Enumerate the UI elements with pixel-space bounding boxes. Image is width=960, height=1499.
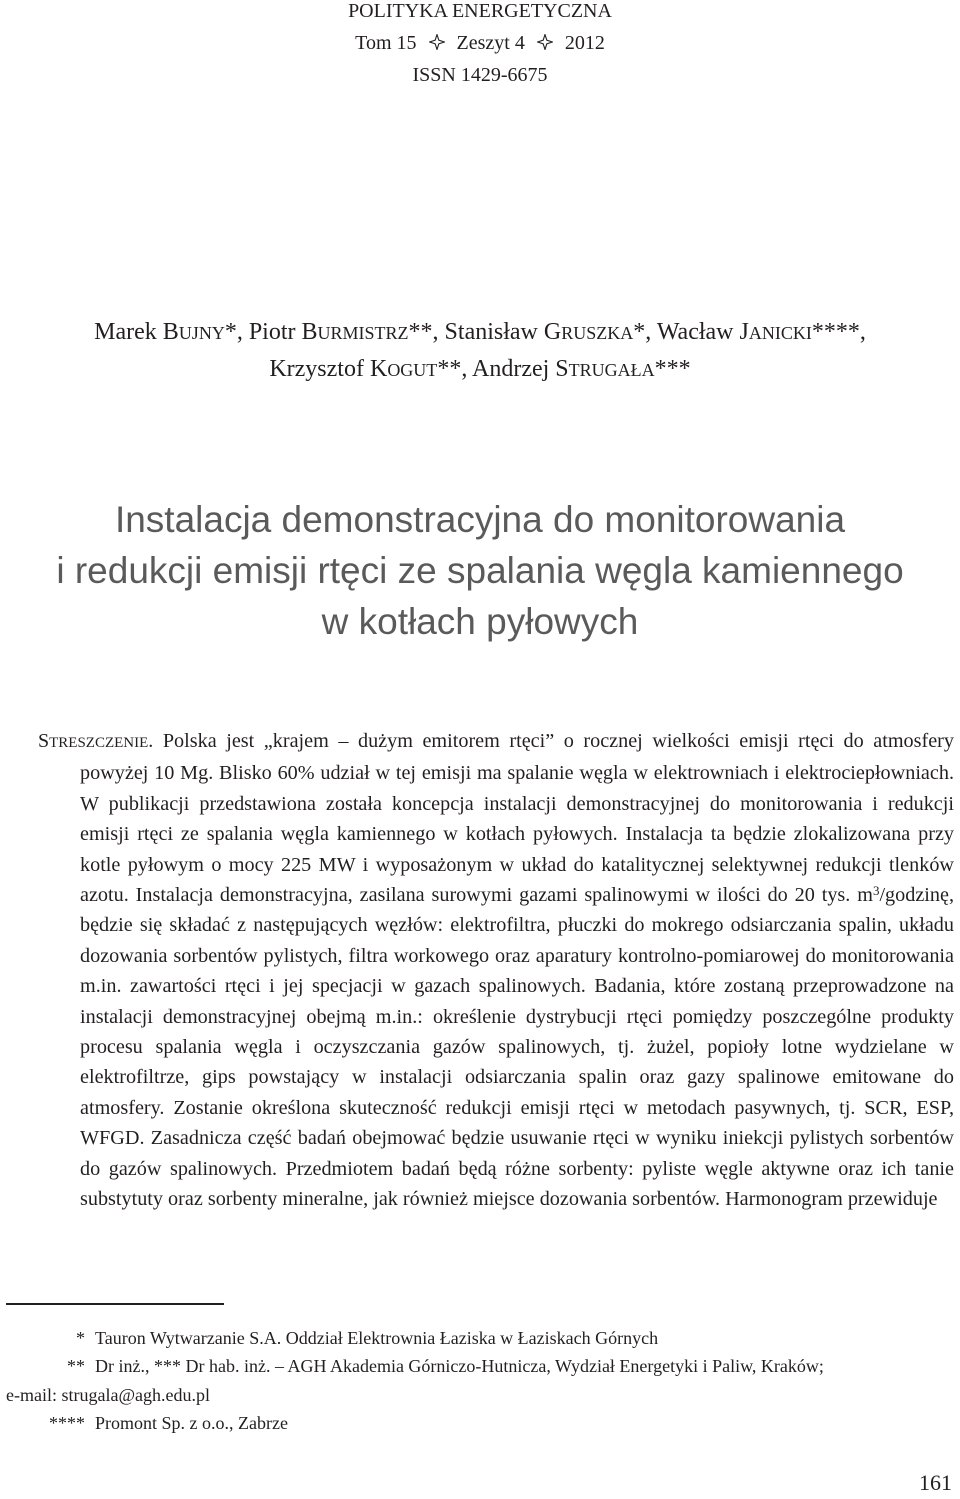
author-name: Stanisław GRUSZKA*, — [444, 319, 657, 345]
footnote-text: Promont Sp. z o.o., Zabrze — [95, 1412, 288, 1433]
title-line-2: i redukcji emisji rtęci ze spalania węgla kamiennego — [56, 550, 904, 591]
author-name: Piotr BURMISTRZ**, — [248, 319, 445, 345]
superscript-three: 3 — [872, 883, 880, 899]
footnote-separator — [6, 1303, 224, 1305]
author-name: Krzysztof KOGUT**, — [269, 356, 472, 382]
title-line-3: w kotłach pyłowych — [321, 601, 639, 642]
abstract-text-cont: /godzinę, będzie się składać z następujących węzłów: elektrofiltra, płuczki do mokrego odsiarczania spalin, układu dozowania sorbentów pylistych, filtra workowego oraz aparatury kontrolno-pomiarowej do monitorowania m.in. zawartości rtęci i jej specjacji w gazach spalinowych. Badania, które zostaną przeprowadzone na instalacji demonstracyjnej obejmą m.in.: określenie dystrybucji rtęci pomiędzy poszczególne produkty procesu spalania węgla i oczyszczania gazów spalinowych, tj. żużel, popioły lotne wydzielane w elektrofiltrze, gips powstający w instalacji odsiarczania spalin oraz gazy spalinowe emitowane do atmosfery. Zostanie określona skuteczność redukcji emisji rtęci w metodach pasywnych, tj. SCR, ESP, WFGD. Zasadnicza część badań obejmować będzie usuwanie rtęci w wyniku iniekcji pylistych sorbentów do gazów spalinowych. Przedmiotem badań będą różne sorbenty: pyliste węgle aktywne oraz ich tanie substytuty oraz sorbenty mineralne, jak również miejsce dozowania sorbentów. Harmonogram przewiduje — [80, 884, 954, 1211]
journal-year: 2012 — [564, 32, 605, 54]
footnote — [6, 1324, 956, 1352]
footnotes — [6, 1324, 956, 1437]
footnote — [6, 1352, 956, 1380]
article-title — [0, 494, 960, 647]
footnote-mark: ** — [67, 1356, 85, 1377]
authors-block — [0, 314, 960, 388]
footnote-email[interactable]: e-mail: strugala@agh.edu.pl — [6, 1384, 211, 1405]
abstract — [38, 726, 954, 1215]
title-line-1: Instalacja demonstracyjna do monitorowania — [114, 499, 846, 540]
author-name: Wacław JANICKI****, — [656, 319, 866, 345]
journal-issue-line — [0, 26, 960, 60]
authors-line-1 — [0, 314, 960, 351]
journal-issn: ISSN 1429-6675 — [412, 64, 548, 86]
four-point-star-icon — [537, 34, 553, 50]
journal-issue: Zeszyt 4 — [456, 32, 525, 54]
abstract-paragraph — [38, 726, 954, 1215]
footnote — [6, 1409, 956, 1437]
author-name: Andrzej STRUGAŁA*** — [472, 356, 691, 382]
footnote-text: Tauron Wytwarzanie S.A. Oddział Elektrownia Łaziska w Łaziskach Górnych — [95, 1328, 659, 1348]
footnote-text: Dr inż., *** Dr hab. inż. – AGH Akademia Górniczo-Hutnicza, Wydział Energetyki i Paliw, Kraków; — [95, 1356, 824, 1377]
footnote-mark: * — [76, 1328, 85, 1348]
footnote-mark: **** — [49, 1412, 85, 1433]
page-number: 161 — [919, 1470, 952, 1495]
four-point-star-icon — [429, 34, 445, 50]
abstract-label: STRESZCZENIE. — [38, 730, 154, 752]
author-name: Marek BUJNY*, — [94, 319, 249, 345]
abstract-text: Polska jest „krajem – dużym emitorem rtęci” o rocznej wielkości emisji rtęci do atmosfery powyżej 10 Mg. Blisko 60% udział w tej emisji ma spalanie węgla w elektrowniach i elektrociepłowniach. W publikacji przedstawiona została koncepcja instalacji demonstracyjnej do monitorowania i redukcji emisji rtęci ze spalania węgla kamiennego w kotłach pyłowych. Instalacja ta będzie zlokalizowana przy kotle pyłowym o mocy 225 MW i wyposażonym w układ do katalitycznej selektywnej redukcji tlenków azotu. Instalacja demonstracyjna, zasilana surowymi gazami spalinowymi w ilości do 20 tys. m — [80, 730, 954, 907]
journal-name: POLITYKA ENERGETYCZNA — [348, 0, 612, 22]
journal-volume: Tom 15 — [355, 32, 417, 54]
authors-line-2 — [0, 351, 960, 388]
